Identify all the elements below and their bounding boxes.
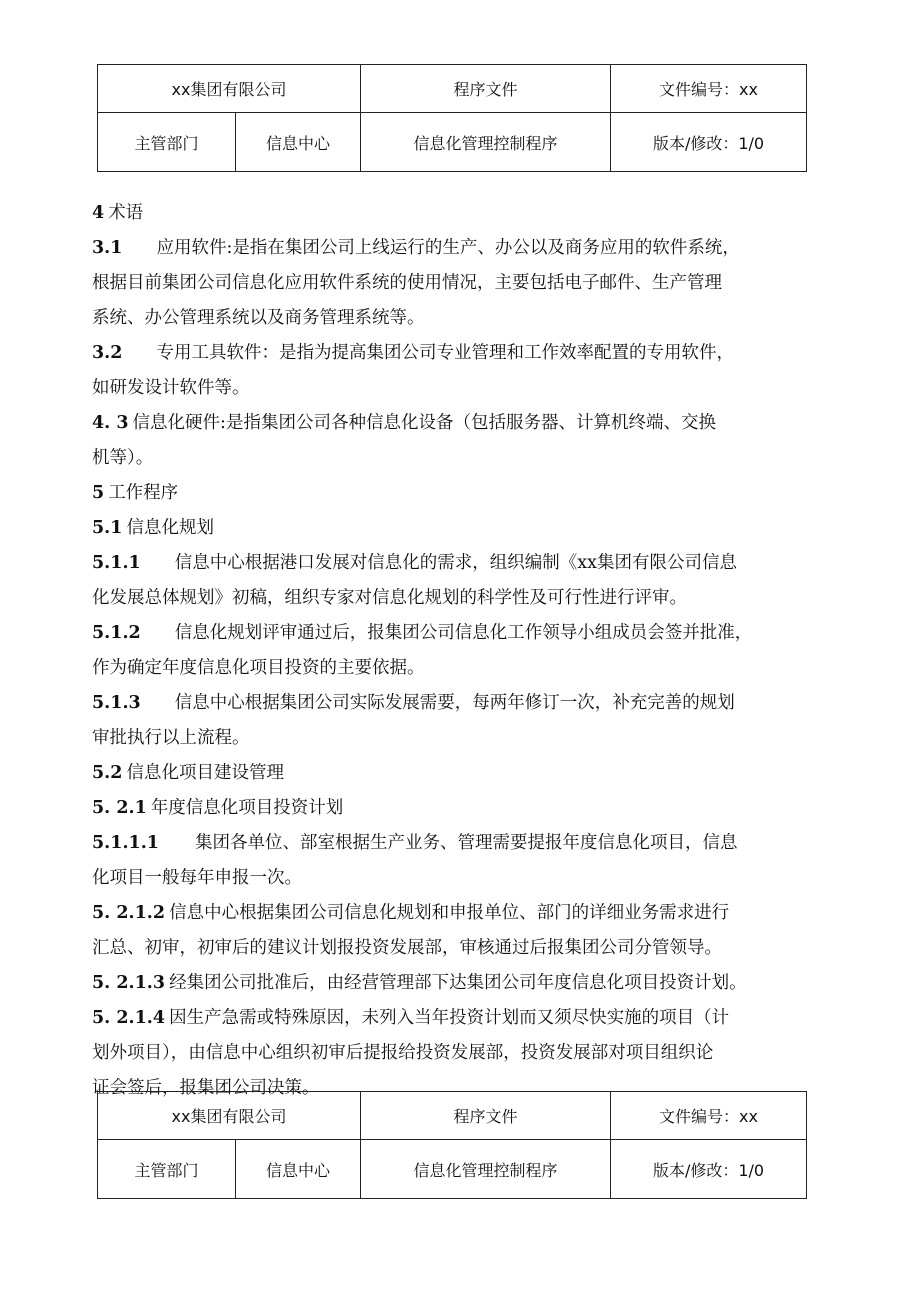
paragraph-text: 机等）。: [92, 448, 154, 468]
section-number: 5. 2.1.2: [92, 903, 166, 923]
doc-number: 文件编号：xx: [611, 65, 807, 113]
paragraph-line: [92, 406, 812, 441]
paragraph-line: [92, 476, 812, 511]
paragraph-text: 集团各单位、部室根据生产业务、管理需要提报年度信息化项目，信息: [194, 833, 738, 853]
dept-value: 信息中心: [236, 113, 361, 172]
header-table-top: [97, 64, 807, 172]
paragraph-text: 信息化规划: [126, 518, 214, 538]
paragraph-line: [92, 686, 812, 721]
doc-type: 程序文件: [361, 65, 611, 113]
dept-label: 主管部门: [98, 1140, 236, 1199]
paragraph-text: 因生产急需或特殊原因，未列入当年投资计划而又须尽快实施的项目（计: [169, 1008, 730, 1028]
paragraph-text: 化项目一般每年申报一次。: [92, 868, 302, 888]
section-number: 5.1.2: [92, 623, 141, 643]
paragraph-text: 审批执行以上流程。: [92, 728, 250, 748]
paragraph-line: [92, 966, 812, 1001]
version: 版本/修改：1/0: [611, 1140, 807, 1199]
paragraph-line: [92, 721, 812, 756]
procedure-name: 信息化管理控制程序: [361, 1140, 611, 1199]
paragraph-line: [92, 896, 812, 931]
paragraph-text: 证会签后，报集团公司决策。: [92, 1078, 320, 1098]
section-number: 5.1: [92, 518, 123, 538]
paragraph-text: 汇总、初审，初审后的建议计划报投资发展部，审核通过后报集团公司分管领导。: [92, 938, 722, 958]
paragraph-line: [92, 371, 812, 406]
paragraph-line: [92, 756, 812, 791]
paragraph-line: [92, 861, 812, 896]
paragraph-text: 信息化硬件:是指集团公司各种信息化设备（包括服务器、计算机终端、交换: [132, 413, 716, 433]
paragraph-text: 划外项目），由信息中心组织初审后提报给投资发展部，投资发展部对项目组织论: [92, 1043, 714, 1063]
paragraph-line: [92, 931, 812, 966]
paragraph-text: 经集团公司批准后，由经营管理部下达集团公司年度信息化项目投资计划。: [169, 973, 747, 993]
paragraph-text: 系统、办公管理系统以及商务管理系统等。: [92, 308, 425, 328]
paragraph-text: 术语: [108, 203, 144, 223]
paragraph-line: [92, 441, 812, 476]
paragraph-text: 信息化项目建设管理: [126, 763, 284, 783]
paragraph-text: 工作程序: [108, 483, 179, 503]
paragraph-text: 根据目前集团公司信息化应用软件系统的使用情况，主要包括电子邮件、生产管理: [92, 273, 722, 293]
paragraph-line: [92, 546, 812, 581]
section-number: 3.1: [92, 238, 123, 258]
paragraph-line: [92, 1001, 812, 1036]
paragraph-text: 化发展总体规划》初稿，组织专家对信息化规划的科学性及可行性进行评审。: [92, 588, 687, 608]
paragraph-line: [92, 791, 812, 826]
paragraph-line: [92, 231, 812, 266]
paragraph-line: [92, 266, 812, 301]
paragraph-text: 专用工具软件：是指为提高集团公司专业管理和工作效率配置的专用软件，: [156, 343, 734, 363]
paragraph-text: 信息中心根据集团公司信息化规划和申报单位、部门的详细业务需求进行: [169, 903, 730, 923]
section-number: 5.2: [92, 763, 123, 783]
paragraph-line: [92, 511, 812, 546]
section-number: 5. 2.1.3: [92, 973, 166, 993]
section-number: 5.1.3: [92, 693, 141, 713]
paragraph-text: 作为确定年度信息化项目投资的主要依据。: [92, 658, 425, 678]
dept-value: 信息中心: [236, 1140, 361, 1199]
paragraph-line: [92, 581, 812, 616]
doc-type: 程序文件: [361, 1092, 611, 1140]
paragraph-text: 信息中心根据集团公司实际发展需要，每两年修订一次，补充完善的规划: [174, 693, 735, 713]
company-name: xx集团有限公司: [98, 1092, 361, 1140]
paragraph-text: 年度信息化项目投资计划: [150, 798, 344, 818]
section-number: 5. 2.1: [92, 798, 147, 818]
paragraph-line: [92, 651, 812, 686]
paragraph-line: [92, 826, 812, 861]
header-table-bottom: [97, 1091, 807, 1199]
paragraph-text: 如研发设计软件等。: [92, 378, 250, 398]
section-number: 5. 2.1.4: [92, 1008, 166, 1028]
document-body: [92, 196, 812, 1106]
dept-label: 主管部门: [98, 113, 236, 172]
section-number: 4: [92, 203, 105, 223]
company-name: xx集团有限公司: [98, 65, 361, 113]
paragraph-text: 信息中心根据港口发展对信息化的需求，组织编制《xx集团有限公司信息: [174, 553, 737, 573]
section-number: 3.2: [92, 343, 123, 363]
version: 版本/修改：1/0: [611, 113, 807, 172]
section-number: 5: [92, 483, 105, 503]
paragraph-line: [92, 616, 812, 651]
paragraph-line: [92, 336, 812, 371]
section-number: 4. 3: [92, 413, 129, 433]
paragraph-text: 应用软件:是指在集团公司上线运行的生产、办公以及商务应用的软件系统，: [156, 238, 740, 258]
procedure-name: 信息化管理控制程序: [361, 113, 611, 172]
section-number: 5.1.1.1: [92, 833, 159, 853]
doc-number: 文件编号：xx: [611, 1092, 807, 1140]
paragraph-text: 信息化规划评审通过后，报集团公司信息化工作领导小组成员会签并批准，: [174, 623, 753, 643]
paragraph-line: [92, 196, 812, 231]
paragraph-line: [92, 301, 812, 336]
section-number: 5.1.1: [92, 553, 141, 573]
paragraph-line: [92, 1036, 812, 1071]
